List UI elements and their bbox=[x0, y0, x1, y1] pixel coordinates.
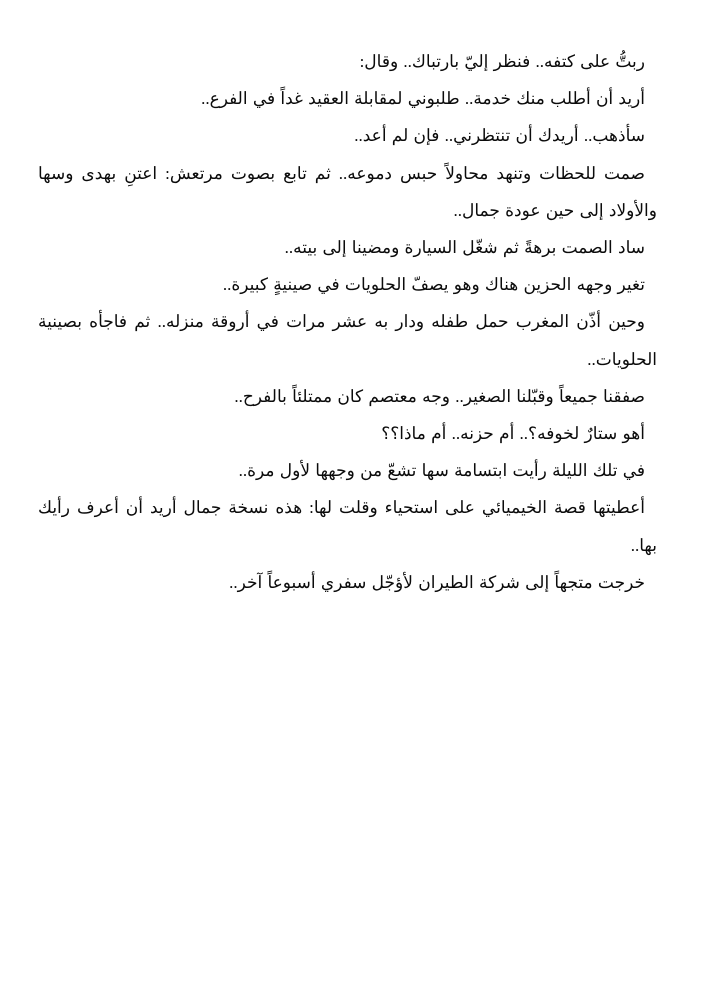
paragraph: أهو ستارٌ لخوفه؟.. أم حزنه.. أم ماذا؟؟ bbox=[381, 424, 645, 444]
paragraph: وحين أذّن المغرب حمل طفله ودار به عشر مرات في أروقة منزله.. ثم فاجأه بصينية الحلويات.. bbox=[38, 312, 657, 369]
paragraph: سأذهب.. أريدك أن تنتظرني.. فإن لم أعد.. bbox=[354, 126, 645, 146]
paragraph: أريد أن أطلب منك خدمة.. طلبوني لمقابلة العقيد غداً في الفرع.. bbox=[201, 89, 645, 109]
paragraph: أعطيتها قصة الخيميائي على استحياء وقلت لها: هذه نسخة جمال أريد أن أعرف رأيك بها.. bbox=[38, 498, 657, 555]
paragraph: خرجت متجهاً إلى شركة الطيران لأؤجّل سفري أسبوعاً آخر.. bbox=[229, 572, 645, 592]
paragraph: في تلك الليلة رأيت ابتسامة سها تشعّ من وجهها لأول مرة.. bbox=[238, 461, 645, 481]
paragraph: صفقنا جميعاً وقبّلنا الصغير.. وجه معتصم كان ممتلئاً بالفرح.. bbox=[234, 386, 645, 406]
paragraph: ربتُّ على كتفه.. فنظر إليّ بارتباك.. وقال: bbox=[359, 52, 645, 71]
paragraph: ساد الصمت برهةً ثم شغّل السيارة ومضينا إلى بيته.. bbox=[284, 238, 645, 258]
paragraph: صمت للحظات وتنهد محاولاً حبس دموعه.. ثم تابع بصوت مرتعش: اعتنِ بهدى وسها والأولاد إلى حين عودة جمال.. bbox=[38, 163, 657, 220]
paragraph: تغير وجهه الحزين هناك وهو يصفّ الحلويات في صينيةٍ كبيرة.. bbox=[222, 275, 645, 295]
